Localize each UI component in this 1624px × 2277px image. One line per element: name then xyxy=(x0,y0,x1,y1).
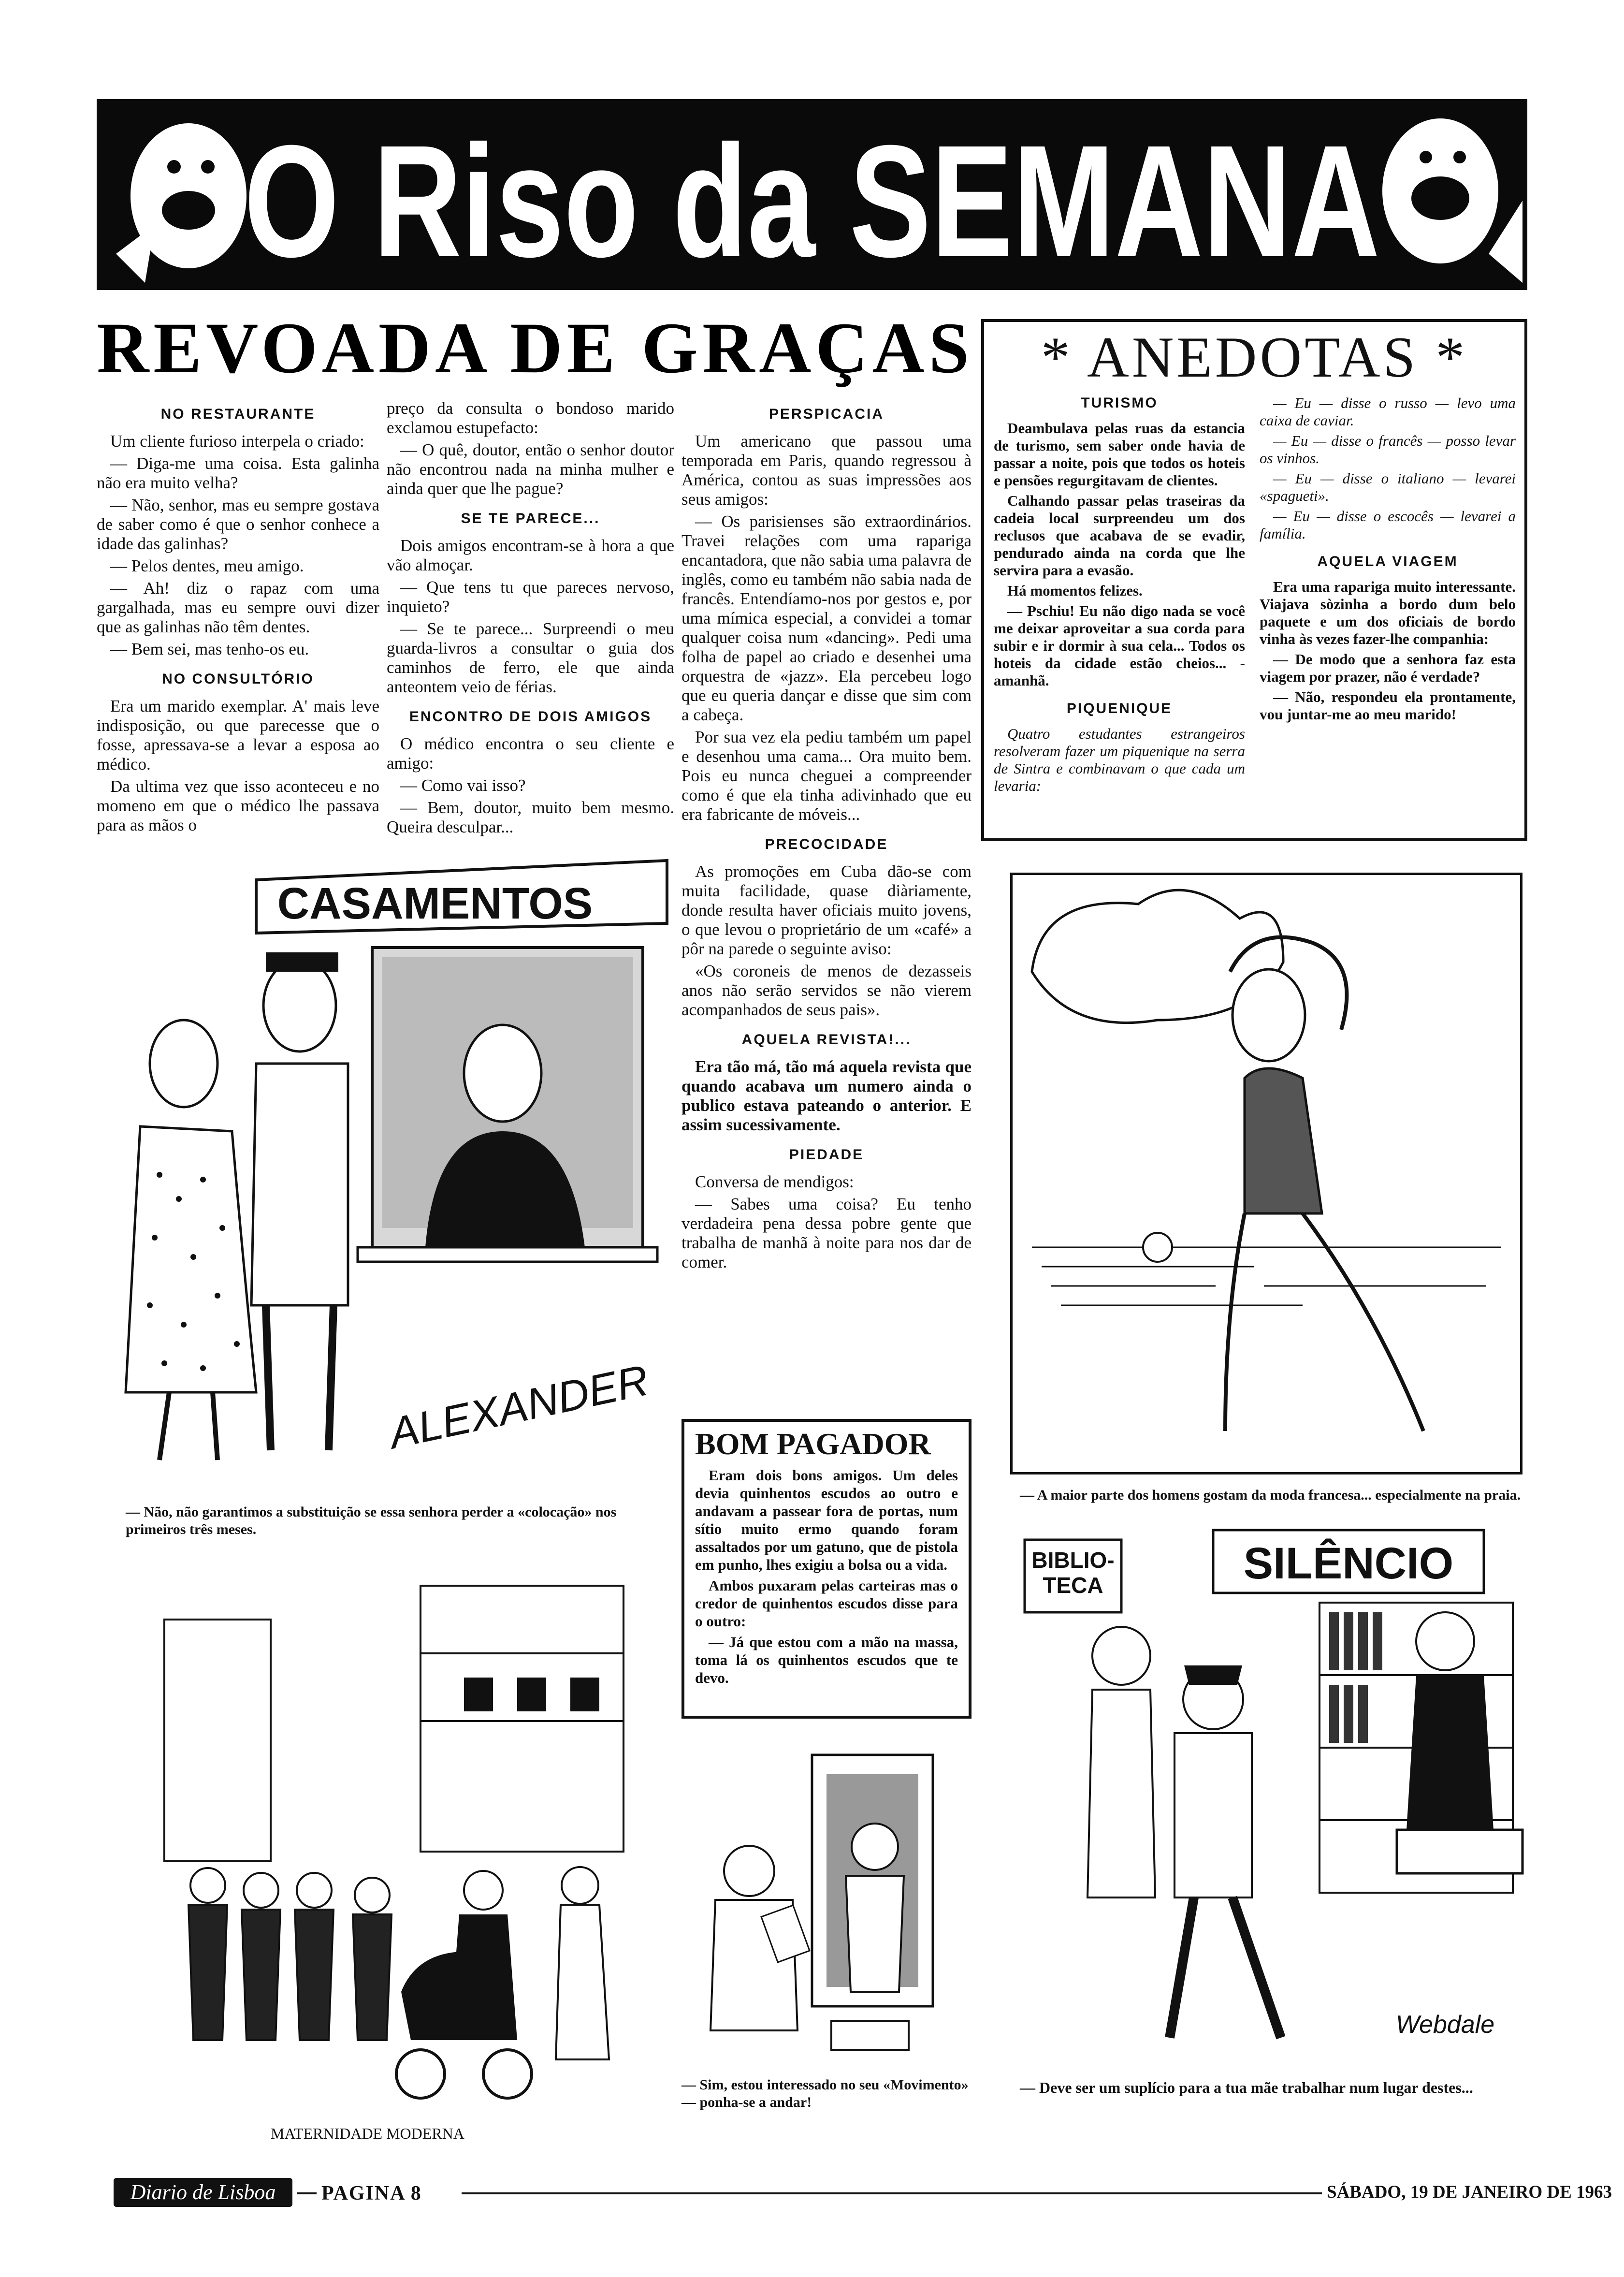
paragraph: — Diga-me uma coisa. Esta galinha não era muito velha? xyxy=(97,454,379,492)
paragraph: — Pschiu! Eu não digo nada se você me deixar aproveitar a sua corda para subir e ir dormir à sua cela... Todos os hoteis da cidade estão cheios... -amanhã. xyxy=(994,602,1245,689)
paragraph: — Sabes uma coisa? Eu tenho verdadeira pena dessa pobre gente que trabalha de manhã à noite para nos dar de comer. xyxy=(682,1195,972,1271)
paragraph: Dois amigos encontram-se à hora a que vão almoçar. xyxy=(387,536,674,574)
silencio-sign: SILÊNCIO xyxy=(1243,1539,1454,1588)
section-title: NO CONSULTÓRIO xyxy=(162,671,314,687)
column-3 xyxy=(682,394,972,1275)
issue-date: SÁBADO, 19 DE JANEIRO DE 1963 xyxy=(1327,2182,1612,2202)
praia-caption: — A maior parte dos homens gostam da moda francesa... especialmente na praia. xyxy=(1020,1487,1521,1503)
section-title: PIEDADE xyxy=(789,1147,864,1163)
section-title: SE TE PARECE... xyxy=(461,511,600,526)
movimento-drawing xyxy=(696,1740,967,2064)
paragraph: Ambos puxaram pelas carteiras mas o credor de quinhentos escudos disse para o outro: xyxy=(695,1577,958,1630)
maternidade-drawing xyxy=(150,1557,633,2113)
paragraph: O médico encontra o seu cliente e amigo: xyxy=(387,734,674,773)
cartoonist-signature: Webdale xyxy=(1395,2011,1495,2039)
paragraph: — Ah! diz o rapaz com uma gargalhada, mas eu sempre ouvi dizer que as galinhas não têm dentes. xyxy=(97,579,379,636)
paragraph: — Já que estou com a mão na massa, toma lá os quinhentos escudos que te devo. xyxy=(695,1634,958,1686)
section-title: AQUELA VIAGEM xyxy=(1317,554,1458,569)
anedotas-title: * ANEDOTAS * xyxy=(1041,325,1468,389)
biblioteca-sign: BIBLIO-TECA xyxy=(1031,1547,1115,1598)
paragraph: As promoções em Cuba dão-se com muita facilidade, quase diàriamente, donde resulta haver oficiais muito jovens, o que levou o proprietário de um «café» a pôr na parede o seguinte aviso: xyxy=(682,862,972,958)
paragraph: — Não, senhor, mas eu sempre gostava de saber como é que o senhor conhece a idade das galinhas? xyxy=(97,496,379,553)
section-title: PIQUENIQUE xyxy=(1066,701,1173,716)
paragraph: Um americano que passou uma temporada em Paris, quando regressou à América, contou as suas impressões aos seus amigos: xyxy=(682,432,972,509)
cartoon-movimento xyxy=(696,1740,967,2064)
paragraph: — Não, respondeu ela prontamente, vou juntar-me ao meu marido! xyxy=(1260,688,1516,723)
section-title: AQUELA REVISTA!... xyxy=(741,1032,912,1048)
cartoonist-signature: ALEXANDER xyxy=(385,1356,653,1459)
masthead-banner xyxy=(97,99,1527,290)
paragraph: — Pelos dentes, meu amigo. xyxy=(110,556,304,575)
laughing-face-right-icon xyxy=(1382,118,1522,283)
biblioteca-drawing xyxy=(1010,1530,1527,2081)
movimento-caption: — Sim, estou interessado no seu «Movimento» — ponha-se a andar! xyxy=(682,2077,969,2110)
section-title: PRECOCIDADE xyxy=(765,836,888,852)
section-title: PERSPICACIA xyxy=(768,406,884,422)
paragraph: Conversa de mendigos: xyxy=(695,1172,854,1191)
biblioteca-caption: — Deve ser um suplício para a tua mãe trabalhar num lugar destes... xyxy=(1020,2079,1473,2096)
paragraph: — Eu — disse o russo — levo uma caixa de caviar. xyxy=(1260,394,1516,429)
section-title: TURISMO xyxy=(1081,395,1158,411)
paragraph: preço da consulta o bondoso marido exclamou estupefacto: xyxy=(387,399,674,437)
casamentos-caption: — Não, não garantimos a substituição se essa senhora perder a «colocação» nos primeiros três meses. xyxy=(126,1504,617,1537)
paragraph: Era tão má, tão má aquela revista que quando acabava um numero ainda o publico estava pateando o anterior. E assim sucessivamente. xyxy=(682,1057,972,1134)
masthead-art xyxy=(97,99,1527,290)
praia-drawing xyxy=(1013,875,1520,1472)
paragraph: Eram dois bons amigos. Um deles devia quinhentos escudos ao outro e andavam a passear fora de portas, num sítio muito ermo quando foram assaltados por um gatuno, que de pistola em punho, lhes exigiu a bolsa ou a vida. xyxy=(695,1467,958,1573)
footer xyxy=(114,2178,1612,2212)
bom-pagador-box xyxy=(682,1419,972,1719)
footer-rule xyxy=(297,2192,317,2194)
section-title: ENCONTRO DE DOIS AMIGOS xyxy=(409,709,652,725)
paragraph: Um cliente furioso interpela o criado: xyxy=(110,432,364,451)
paragraph: «Os coroneis de menos de dezasseis anos não serão servidos se não vierem acompanhados de seus pais». xyxy=(682,962,972,1019)
cartoon-praia xyxy=(1010,873,1522,1474)
paragraph: — Eu — disse o escocês — levarei a família. xyxy=(1260,508,1516,542)
section-title: NO RESTAURANTE xyxy=(160,406,316,422)
svg-text:REVOADA DE GRAÇAS: REVOADA DE GRAÇAS xyxy=(97,308,969,388)
paragraph: — Bem sei, mas tenho-os eu. xyxy=(110,640,309,658)
column-2 xyxy=(387,399,674,840)
paragraph: Calhando passar pelas traseiras da cadeia local surpreendeu um dos reclusos que acabava de se evadir, pendurado ainda na corda que lhe servira para a evasão. xyxy=(994,492,1245,579)
anedotas-col-1 xyxy=(994,394,1245,798)
newspaper-logo: Diario de Lisboa xyxy=(114,2178,292,2207)
paragraph: — Se te parece... Surpreendi o meu guarda-livros a consultar o guia dos caminhos de ferro, ele que ainda anteontem veio de férias. xyxy=(387,619,674,696)
paragraph: — Bem, doutor, muito bem mesmo. Queira desculpar... xyxy=(387,798,674,836)
cartoon-biblioteca xyxy=(1010,1530,1527,2081)
cartoon-casamentos xyxy=(97,861,677,1499)
maternidade-caption: MATERNIDADE MODERNA xyxy=(271,2125,464,2142)
paragraph: Era uma rapariga muito interessante. Viajava sòzinha a bordo dum belo paquete e um dos oficiais de bordo vinha às vezes fazer-lhe companhia: xyxy=(1260,578,1516,647)
casamentos-sign: CASAMENTOS xyxy=(277,879,593,928)
casamentos-drawing xyxy=(97,861,677,1499)
main-headline xyxy=(97,308,972,388)
laughing-face-left-icon xyxy=(116,123,246,283)
paragraph: — De modo que a senhora faz esta viagem por prazer, não é verdade? xyxy=(1260,651,1516,685)
paragraph: — O quê, doutor, então o senhor doutor não encontrou nada na minha mulher e ainda quer que lhe pague? xyxy=(387,440,674,498)
paragraph: Era um marido exemplar. A' mais leve indisposição, ou que parecesse que o fosse, apressava-se a levar a esposa ao médico. xyxy=(97,697,379,774)
anedotas-col-2 xyxy=(1260,394,1516,726)
paragraph: — Eu — disse o francês — posso levar os vinhos. xyxy=(1260,432,1516,467)
paragraph: Deambulava pelas ruas da estancia de turismo, sem saber onde havia de passar a noite, pois que todos os hoteis e pensões regurgitavam de clientes. xyxy=(994,420,1245,489)
paragraph: — Os parisienses são extraordinários. Travei relações com uma rapariga encantadora, que não sabia uma palavra de inglês, como eu também não sabia nada de francês. Entendíamo-nos por gestos e, por uma mímica especial, a convidei a tomar qualquer coisa num «dancing». Pedi uma folha de papel ao criado e desenhei uma orquestra de «jazz». Ela percebeu logo que eu queria dançar e disse que sim com a cabeça. xyxy=(682,512,972,724)
masthead-title: O Riso da SEMANA xyxy=(244,112,1380,290)
paragraph: Há momentos felizes. xyxy=(1007,582,1143,599)
page-number: PAGINA 8 xyxy=(321,2182,422,2204)
paragraph: — Eu — disse o italiano — levarei «spagueti». xyxy=(1260,470,1516,504)
paragraph: — Que tens tu que pareces nervoso, inquieto? xyxy=(387,578,674,616)
paragraph: — Como vai isso? xyxy=(400,776,526,795)
cartoon-maternidade xyxy=(150,1557,633,2113)
footer-rule xyxy=(462,2192,1322,2194)
column-1 xyxy=(97,394,379,838)
paragraph: Da ultima vez que isso aconteceu e no momeno em que o médico lhe passava para as mãos o xyxy=(97,777,379,834)
bom-pagador-title: BOM PAGADOR xyxy=(695,1427,931,1461)
anedotas-box xyxy=(981,319,1527,841)
paragraph: Quatro estudantes estrangeiros resolveram fazer um piquenique na serra de Sintra e combinavam o que cada um levaria: xyxy=(994,725,1245,794)
paragraph: Por sua vez ela pediu também um papel e desenhou uma cama... Ora muito bem. Pois eu nunca cheguei a compreender como é que ela tinha adivinhado que eu era fabricante de móveis... xyxy=(682,728,972,824)
